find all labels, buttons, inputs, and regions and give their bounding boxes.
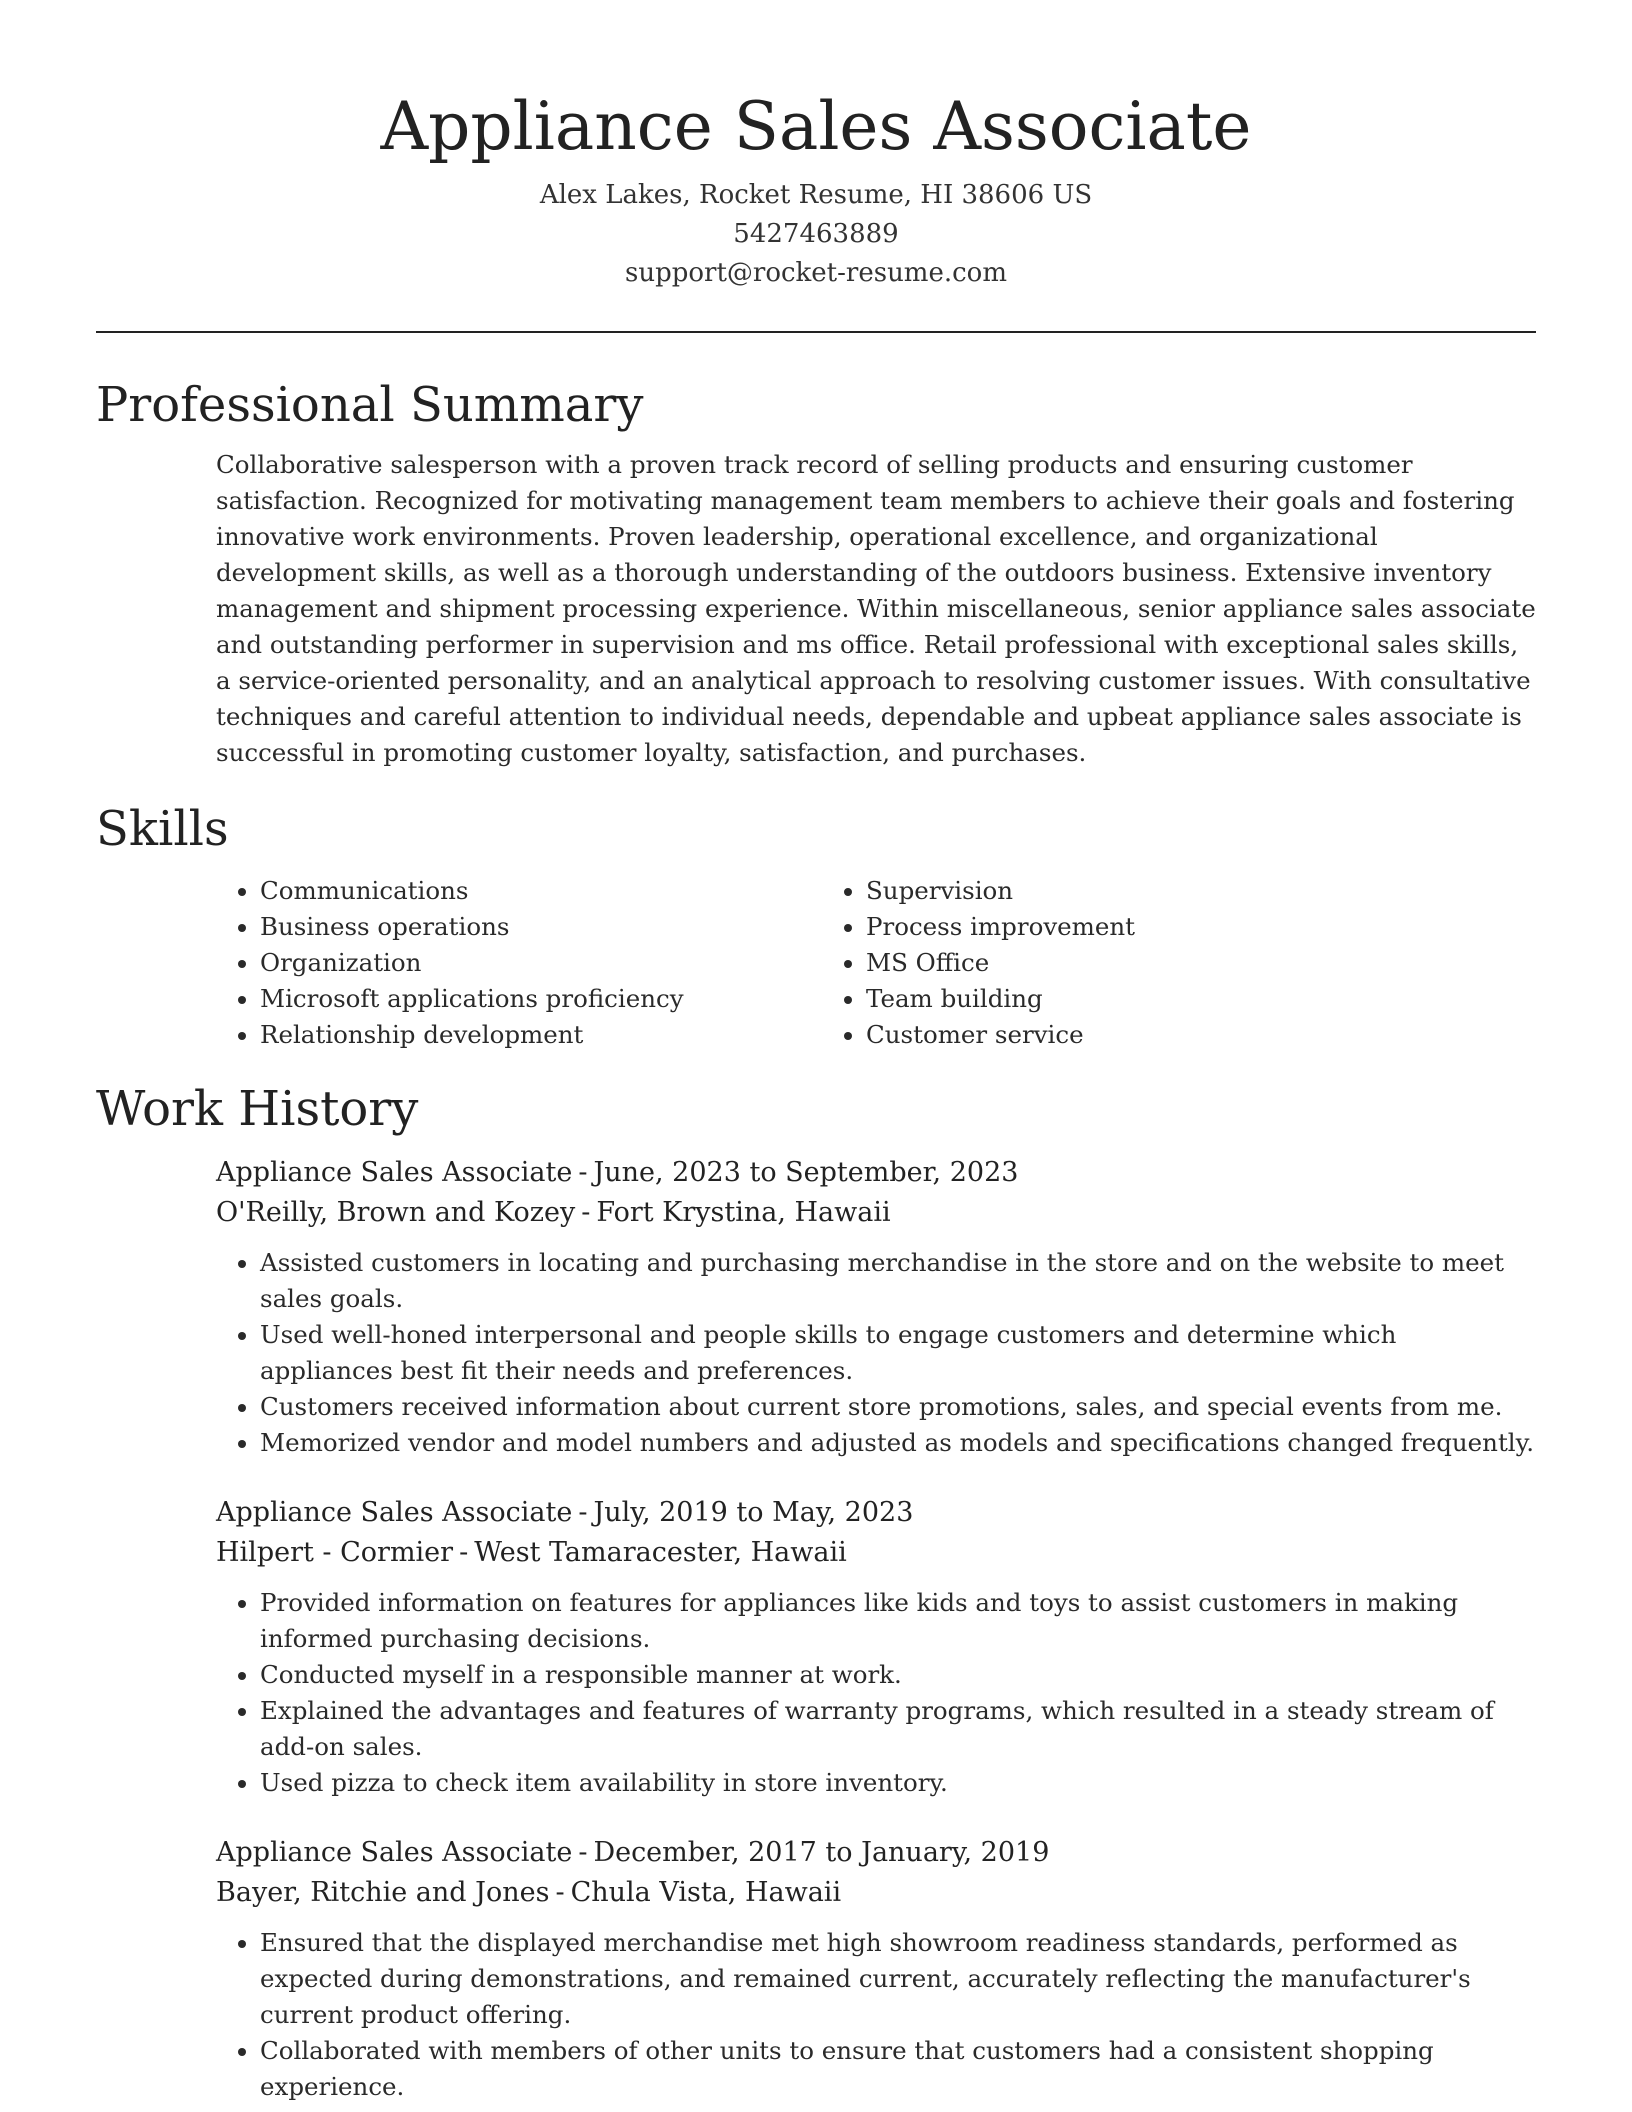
summary-text: Collaborative salesperson with a proven track record of selling products and ensuring customer satisfaction. Recognized for motivating management team members to achieve their goals and fostering innovative work environments. Proven leadership, operational excellence, and organizational development skills, as well as a thorough understanding of the outdoors business. Extensive inventory management and shipment processing experience. Within miscellaneous, senior appliance sales associate and outstanding performer in supervision and ms office. Retail professional with exceptional sales skills, a service-oriented personality, and an analytical approach to resolving customer issues. With consultative techniques and careful attention to individual needs, dependable and upbeat appliance sales associate is successful in promoting customer loyalty, satisfaction, and purchases. <box>216 450 1536 767</box>
job-bullet: • Explained the advantages and features of warranty programs, which resulted in a steady stream of add-on sales. <box>260 1693 1536 1765</box>
skill-item: • Customer service <box>866 1017 1428 1053</box>
job-bullet: • Used pizza to check item availability in store inventory. <box>260 1765 1536 1801</box>
job-separator: - <box>459 1537 469 1568</box>
skill-item: • Microsoft applications proficiency <box>260 981 822 1017</box>
skills-list-right <box>822 873 1428 1053</box>
job-bullet: • Used well-honed interpersonal and people skills to engage customers and determine which appliances best fit their needs and preferences. <box>260 1317 1536 1389</box>
job-separator: - <box>581 1197 591 1228</box>
job-bullets <box>216 1245 1536 1461</box>
job-bullet: • Memorized vendor and model numbers and adjusted as models and specifications changed frequently. <box>260 1425 1536 1461</box>
job-bullets <box>216 1925 1536 2105</box>
job-bullet: • Collaborated with members of other units to ensure that customers had a consistent shopping experience. <box>260 2033 1536 2105</box>
skill-item: • Supervision <box>866 873 1428 909</box>
job-title: Appliance Sales Associate <box>216 1497 573 1528</box>
summary-section <box>96 375 1536 771</box>
skill-item: • Process improvement <box>866 909 1428 945</box>
job-separator: - <box>578 1837 588 1868</box>
job-company: Bayer, Ritchie and Jones <box>216 1877 550 1908</box>
contact-info <box>96 176 1536 293</box>
skills-columns <box>216 873 1536 1053</box>
contact-phone: 5427463889 <box>733 219 899 249</box>
job-bullet: • Conducted myself in a responsible manner at work. <box>260 1657 1536 1693</box>
skill-item: • MS Office <box>866 945 1428 981</box>
job-company: O'Reilly, Brown and Kozey <box>216 1197 576 1228</box>
skill-item: • Team building <box>866 981 1428 1017</box>
job-title: Appliance Sales Associate <box>216 1837 573 1868</box>
job-bullets <box>216 1585 1536 1801</box>
skill-item: • Organization <box>260 945 822 981</box>
job-location: West Tamaracester, Hawaii <box>474 1537 847 1568</box>
job-bullet: • Assisted customers in locating and purchasing merchandise in the store and on the website to meet sales goals. <box>260 1245 1536 1317</box>
job-title-line <box>216 1493 1536 1533</box>
job-separator: - <box>578 1497 588 1528</box>
skill-item: • Business operations <box>260 909 822 945</box>
job-title-line <box>216 1833 1536 1873</box>
job-dates: June, 2023 to September, 2023 <box>593 1157 1019 1188</box>
summary-heading: Professional Summary <box>96 377 644 433</box>
skills-section <box>96 799 1536 1053</box>
job-company: Hilpert - Cormier <box>216 1537 454 1568</box>
resume-header <box>96 0 1536 293</box>
contact-address: Alex Lakes, Rocket Resume, HI 38606 US <box>539 180 1093 210</box>
work-history-section <box>96 1079 1536 2105</box>
job-title: Appliance Sales Associate <box>216 1157 573 1188</box>
job-bullet: • Customers received information about current store promotions, sales, and special events from me. <box>260 1389 1536 1425</box>
skills-heading: Skills <box>96 801 229 857</box>
header-divider <box>96 331 1536 333</box>
job-dates: December, 2017 to January, 2019 <box>593 1837 1050 1868</box>
job-entry <box>216 1833 1536 2105</box>
job-bullet: • Provided information on features for appliances like kids and toys to assist customers in making informed purchasing decisions. <box>260 1585 1536 1657</box>
job-location: Fort Krystina, Hawaii <box>596 1197 891 1228</box>
job-bullet: • Ensured that the displayed merchandise met high showroom readiness standards, performed as expected during demonstrations, and remained current, accurately reflecting the manufacturer's current product offering. <box>260 1925 1536 2033</box>
job-entry <box>216 1493 1536 1801</box>
resume-title: Appliance Sales Associate <box>380 88 1252 165</box>
job-company-line <box>216 1533 1536 1573</box>
skill-item: • Communications <box>260 873 822 909</box>
job-company-line <box>216 1193 1536 1233</box>
job-dates: July, 2019 to May, 2023 <box>593 1497 914 1528</box>
job-separator: - <box>555 1877 565 1908</box>
job-entry <box>216 1153 1536 1461</box>
job-location: Chula Vista, Hawaii <box>570 1877 842 1908</box>
job-title-line <box>216 1153 1536 1193</box>
job-company-line <box>216 1873 1536 1913</box>
skills-list-left <box>216 873 822 1053</box>
contact-email: support@rocket-resume.com <box>624 258 1007 288</box>
work-history-heading: Work History <box>96 1081 419 1137</box>
skill-item: • Relationship development <box>260 1017 822 1053</box>
job-separator: - <box>578 1157 588 1188</box>
